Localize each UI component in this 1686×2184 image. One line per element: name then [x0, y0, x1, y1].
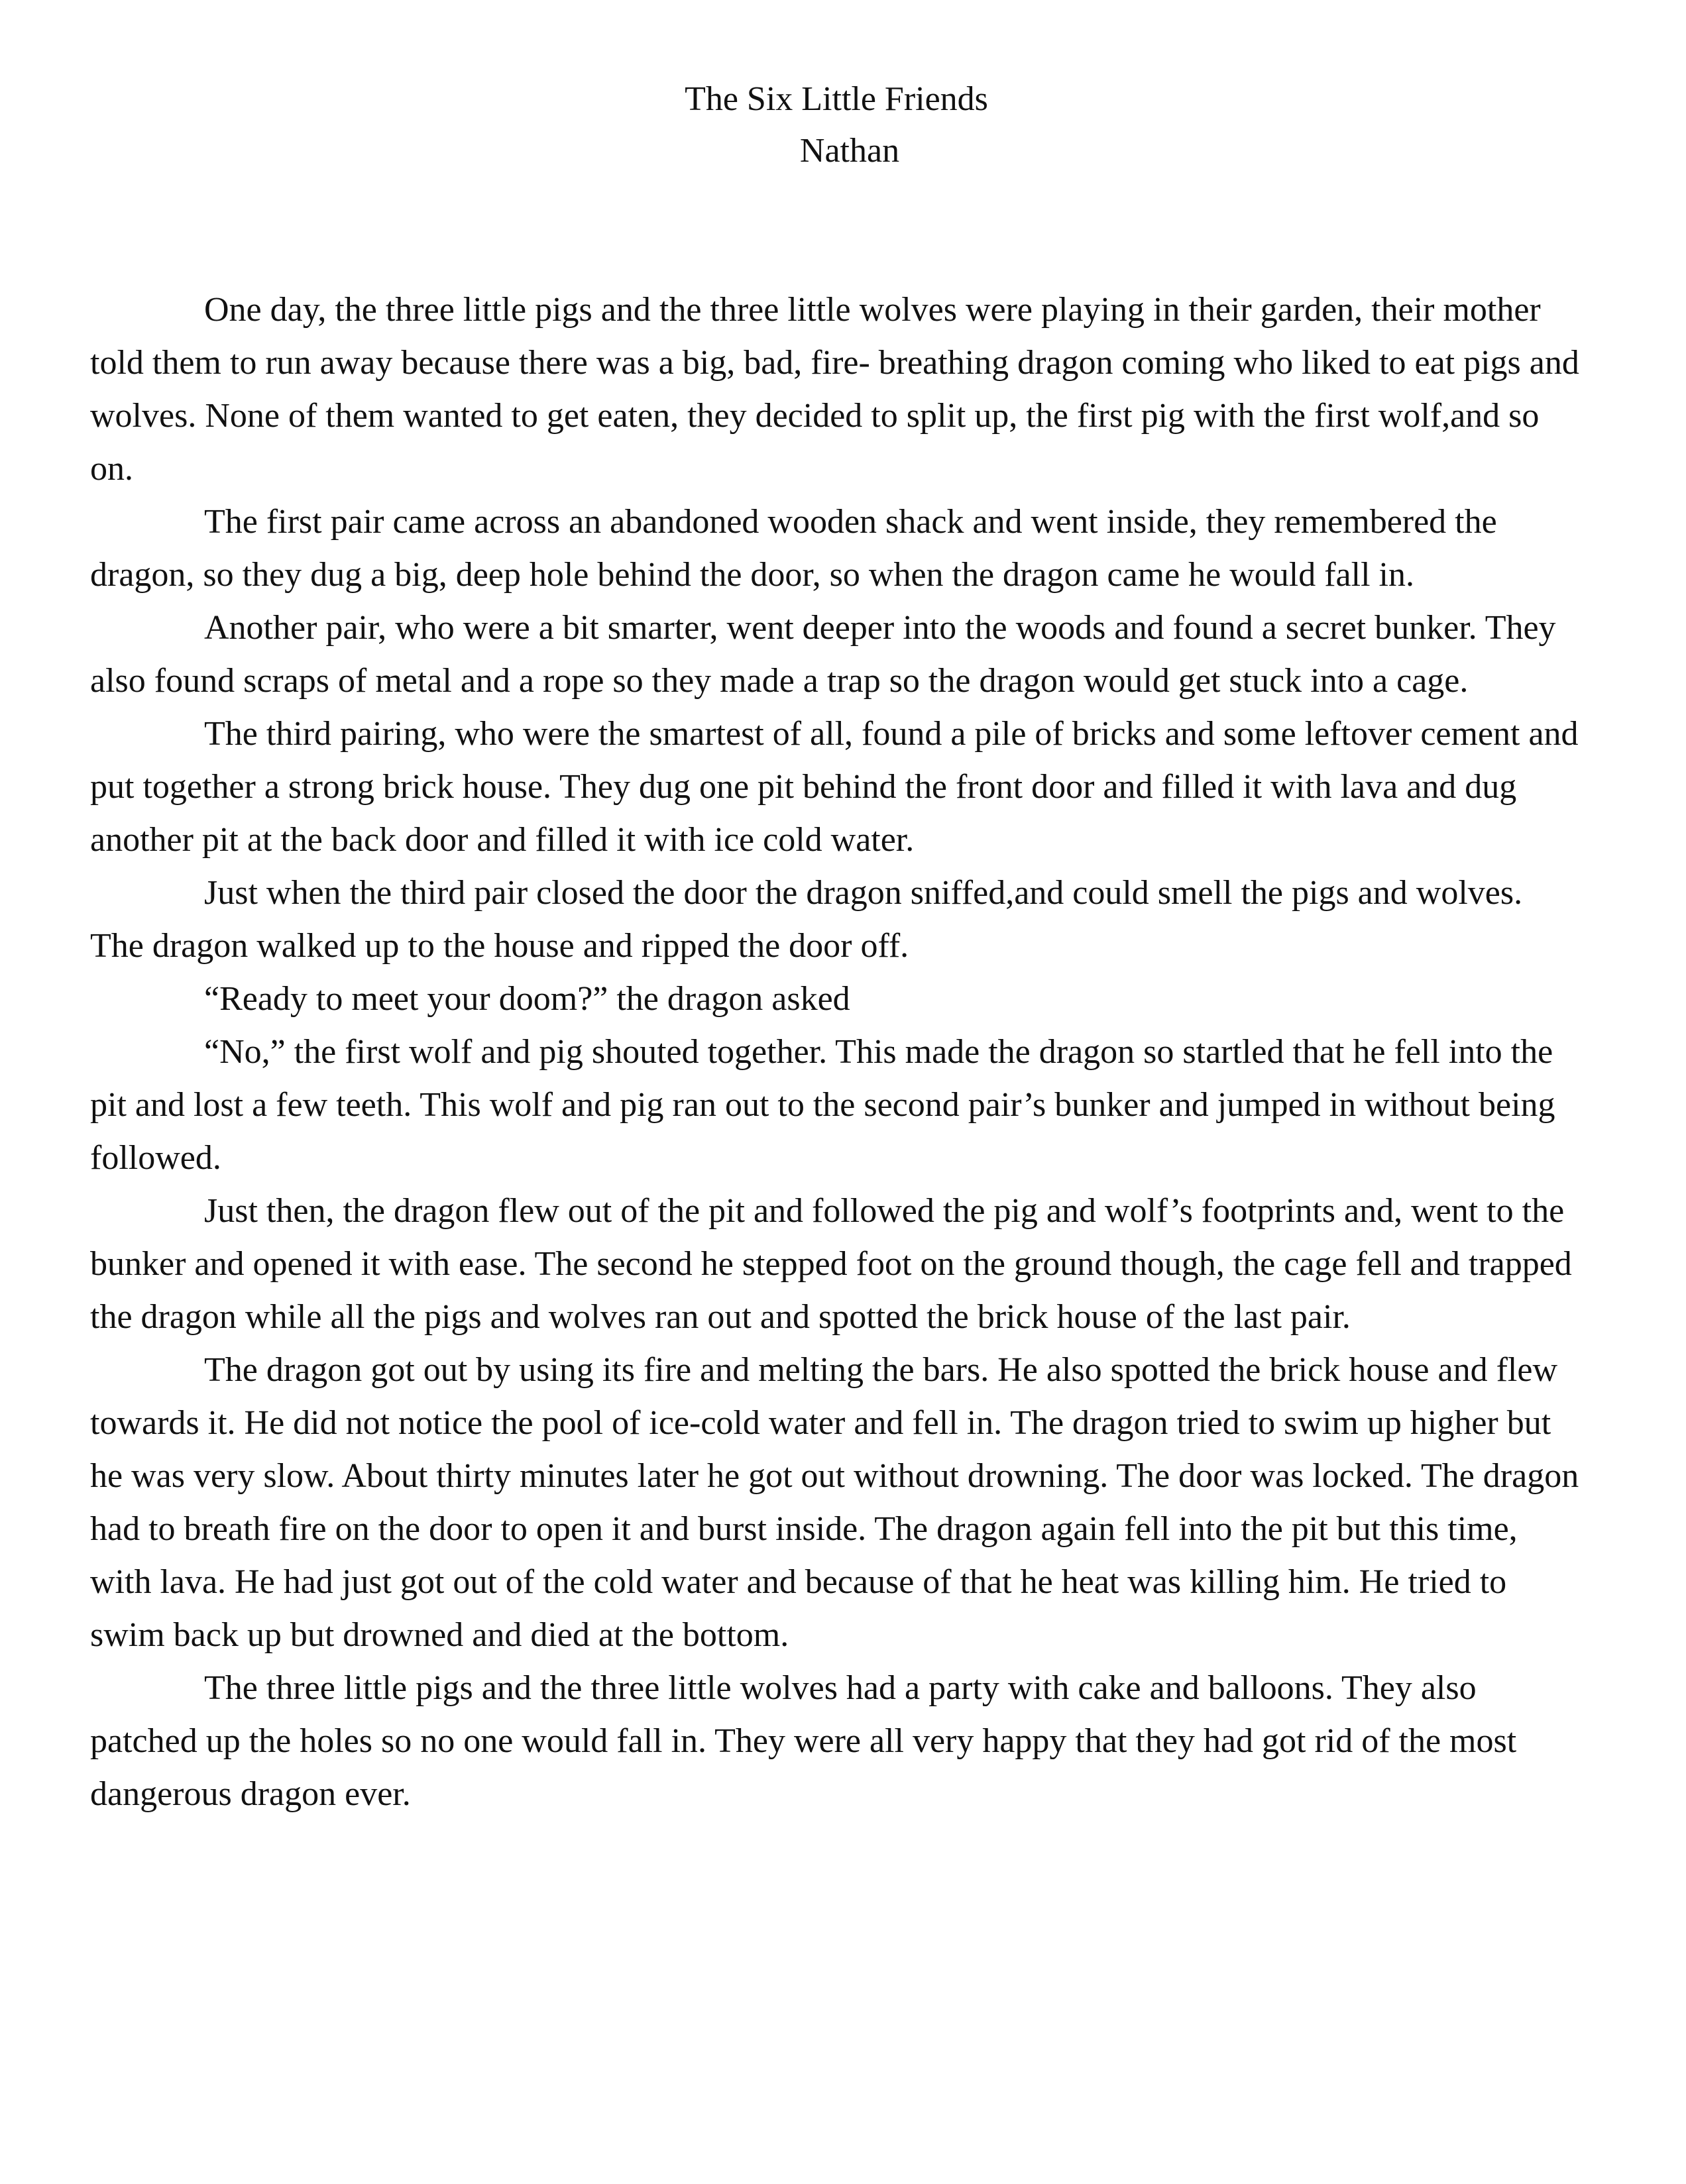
paragraph-3: Another pair, who were a bit smarter, went deeper into the woods and found a secret bunker. They also found scraps of metal and a rope so they made a trap so the dragon would get stuck into a cage.: [90, 609, 1556, 700]
paragraph-4: The third pairing, who were the smartest of all, found a pile of bricks and some leftover cement and put together a strong brick house. They dug one pit behind the front door and filled it with lava and dug another pit at the back door and filled it with ice cold water.: [90, 715, 1579, 859]
story-title: The Six Little Friends: [685, 80, 988, 118]
author-name: Nathan: [799, 132, 900, 170]
paragraph-2: The first pair came across an abandoned wooden shack and went inside, they remembered the dragon, so they dug a big, deep hole behind the door, so when the dragon came he would fall in.: [90, 503, 1497, 594]
paragraph-7: “No,” the first wolf and pig shouted together. This made the dragon so startled that he fell into the pit and lost a few teeth. This wolf and pig ran out to the second pair’s bunker and jumped in without being followed.: [90, 1033, 1555, 1177]
story-body: [90, 284, 1581, 1821]
paragraph-8: Just then, the dragon flew out of the pit and followed the pig and wolf’s footprints and, went to the bunker and opened it with ease. The second he stepped foot on the ground though, the cage fell and trapped the dragon while all the pigs and wolves ran out and spotted the brick house of the last pair.: [90, 1192, 1572, 1336]
paragraph-10: The three little pigs and the three little wolves had a party with cake and balloons. They also patched up the holes so no one would fall in. They were all very happy that they had got rid of the most dangerous dragon ever.: [90, 1669, 1517, 1813]
paragraph-6: “Ready to meet your doom?” the dragon asked: [204, 980, 850, 1018]
paragraph-9: The dragon got out by using its fire and melting the bars. He also spotted the brick house and flew towards it. He did not notice the pool of ice-cold water and fell in. The dragon tried to swim up higher but he was very slow. About thirty minutes later he got out without drowning. The door was locked. The dragon had to breath fire on the door to open it and burst inside. The dragon again fell into the pit but this time, with lava. He had just got out of the cold water and because of that he heat was killing him. He tried to swim back up but drowned and died at the bottom.: [90, 1351, 1579, 1654]
paragraph-5: Just when the third pair closed the door the dragon sniffed,and could smell the pigs and wolves. The dragon walked up to the house and ripped the door off.: [90, 874, 1523, 965]
paragraph-1: One day, the three little pigs and the three little wolves were playing in their garden, their mother told them to run away because there was a big, bad, fire- breathing dragon coming who liked to eat pigs and wolves. None of them wanted to get eaten, they decided to split up, the first pig with the first wolf,and so on.: [90, 291, 1579, 488]
